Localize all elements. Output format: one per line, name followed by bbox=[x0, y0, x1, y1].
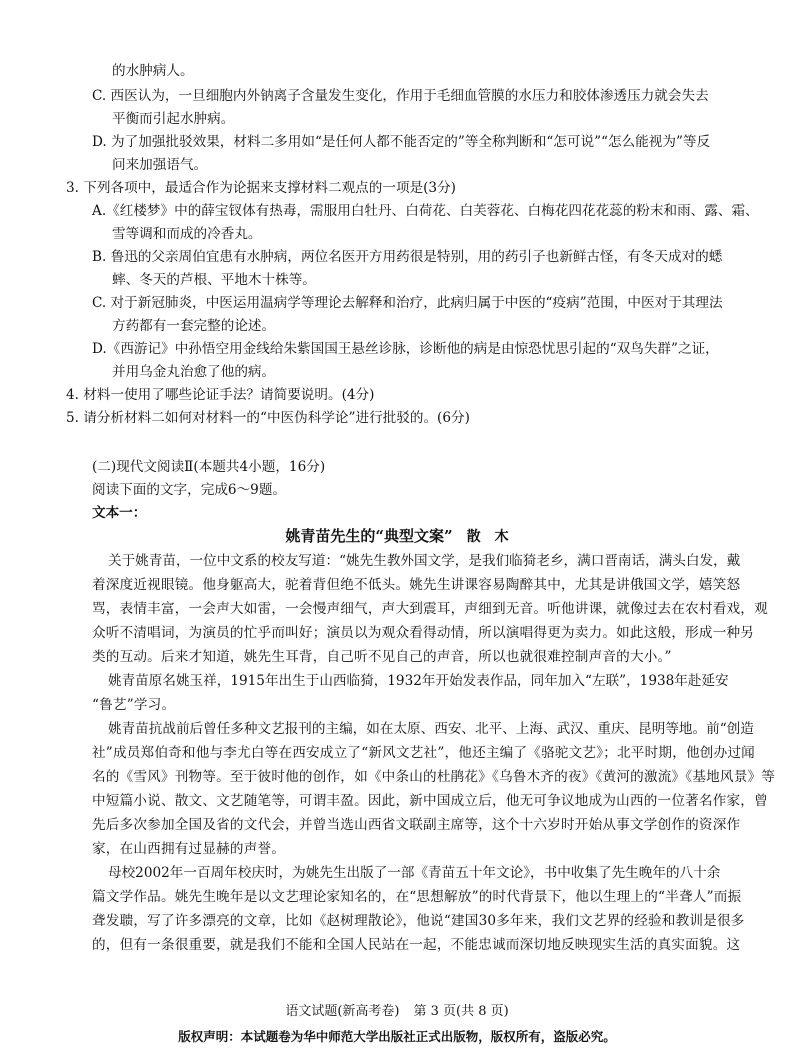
q3-option-c-line1: C. 对于新冠肺炎，中医运用温病学等理论去解释和治疗，此病归属于中医的“疫病”范围，中医对于其理法 bbox=[92, 295, 723, 311]
top-continuation-line: 的水肿病人。 bbox=[112, 63, 194, 79]
q3-option-d-line1: D.《西游记》中孙悟空用金线给朱紫国国王悬丝诊脉，诊断他的病是由惊恐忧思引起的“双鸟失群”之证， bbox=[92, 341, 719, 357]
q3-option-a-line2: 雪等调和而成的冷香丸。 bbox=[112, 226, 262, 242]
article-p4-line4: 的，但有一条很重要，就是我们不能和全国人民站在一起，不能忠诚而深切地反映现实生活的真实面貌。这 bbox=[92, 937, 741, 953]
q3-option-d-line2: 并用乌金丸治愈了他的病。 bbox=[112, 364, 276, 380]
article-p2-line2: “鲁艺”学习。 bbox=[92, 697, 176, 713]
article-p3-line2: 社”成员郑伯奇和他与李尤白等在西安成立了“新风文艺社”，他还主编了《骆驼文艺》；北平时期，他创办过闻 bbox=[92, 745, 755, 761]
article-p3-line5: 先后多次参加全国及省的文代会，并曾当选山西省文联副主席等，这个十六岁时开始从事文学创作的资深作 bbox=[92, 817, 741, 833]
article-p3-line6: 家，在山西拥有过显赫的声誉。 bbox=[92, 841, 286, 857]
section-heading: (二)现代文阅读Ⅱ(本题共4小题，16分) bbox=[92, 459, 326, 475]
text-one-label: 文本一： bbox=[92, 505, 147, 521]
q5-stem: 5. 请分析材料二如何对材料一的“中医伪科学论”进行批驳的。(6分) bbox=[66, 410, 470, 426]
article-title bbox=[0, 526, 794, 547]
article-p3-line3: 名的《雪风》刊物等。至于彼时他的创作，如《中条山的杜鹃花》《乌鲁木齐的夜》《黄河的激流》《基地风景》等 bbox=[92, 769, 776, 785]
article-p4-line1: 母校2002年一百周年校庆时，为姚先生出版了一部《青苗五十年文论》，书中收集了先生晚年的八十余 bbox=[108, 865, 721, 881]
article-author: 散 木 bbox=[466, 529, 509, 545]
q3-stem: 3. 下列各项中，最适合作为论据来支撑材料二观点的一项是(3分) bbox=[66, 180, 456, 196]
q2-option-c-line1: C. 西医认为，一旦细胞内外钠离子含量发生变化，作用于毛细血管膜的水压力和胶体渗透压力就会失去 bbox=[92, 88, 709, 104]
article-title-text: 姚青苗先生的“典型文案” bbox=[285, 527, 453, 545]
q3-option-b-line2: 蟀、冬天的芦根、平地木十株等。 bbox=[112, 272, 316, 288]
article-p1-line1: 关于姚青苗，一位中文系的校友写道：“姚先生教外国文学，是我们临猗老乡，满口晋南话，满头白发，戴 bbox=[108, 553, 741, 569]
article-p1-line4: 众听不清唱词，为演员的忙乎而叫好；演员以为观众看得动情，所以演唱得更为卖力。如此这般，形成一种另 bbox=[92, 625, 755, 641]
page-footer bbox=[0, 1003, 794, 1021]
article-p1-line3: 骂，表情丰富，一会声大如雷，一会慢声细气，声大到震耳，声细到无音。听他讲课，就像过去在农村看戏，观 bbox=[92, 601, 768, 617]
article-p3-line1: 姚青苗抗战前后曾任多种文艺报刊的主编，如在太原、西安、北平、上海、武汉、重庆、昆明等地。前“创造 bbox=[108, 721, 754, 737]
q3-option-c-line2: 方药都有一套完整的论述。 bbox=[112, 318, 276, 334]
q2-option-c-line2: 平衡而引起水肿病。 bbox=[112, 111, 235, 127]
article-p4-line2: 篇文学作品。姚先生晚年是以文艺理论家知名的，在“思想解放”的时代背景下，他以生理上的“半聋人”而振 bbox=[92, 889, 742, 905]
q4-stem: 4. 材料一使用了哪些论证手法？请简要说明。(4分) bbox=[66, 387, 375, 403]
footer-paper-name: 语文试题(新高考卷) bbox=[285, 1004, 400, 1019]
article-p1-line5: 类的互动。后来才知道，姚先生耳背，自己听不见自己的声音，所以也就很难控制声音的大小。” bbox=[92, 649, 672, 665]
q2-option-d-line2: 问来加强语气。 bbox=[112, 157, 208, 173]
footer-page-number: 第 3 页(共 8 页) bbox=[413, 1004, 509, 1019]
article-p4-line3: 聋发聩，写了许多漂亮的文章，比如《赵树理散论》，他说“建国30多年来，我们文艺界的经验和教训是很多 bbox=[92, 913, 745, 929]
article-p2-line1: 姚青苗原名姚玉祥，1915年出生于山西临猗，1932年开始发表作品，同年加入“左联”，1938年赴延安 bbox=[108, 673, 729, 689]
q3-option-b-line1: B. 鲁迅的父亲周伯宜患有水肿病，两位名医开方用药很是特别，用的药引子也新鲜古怪，有冬天成对的蟋 bbox=[92, 249, 723, 265]
section-instruction: 阅读下面的文字，完成6～9题。 bbox=[92, 482, 287, 498]
article-p1-line2: 着深度近视眼镜。他身躯高大，驼着背但绝不低头。姚先生讲课容易陶醉其中，尤其是讲俄国文学，嬉笑怒 bbox=[92, 577, 741, 593]
q3-option-a-line1: A.《红楼梦》中的薛宝钗体有热毒，需服用白牡丹、白荷花、白芙蓉花、白梅花四花花蕊的粉末和雨、露、霜、 bbox=[92, 203, 759, 219]
copyright-notice: 版权声明：本试题卷为华中师范大学出版社正式出版物，版权所有，盗版必究。 bbox=[178, 1029, 616, 1044]
q2-option-d-line1: D. 为了加强批驳效果，材料二多用如“是任何人都不能否定的”等全称判断和“怎可说”“怎么能视为”等反 bbox=[92, 134, 711, 150]
article-p3-line4: 中短篇小说、散文、文艺随笔等，可谓丰盈。因此，新中国成立后，他无可争议地成为山西的一位著名作家，曾 bbox=[92, 793, 768, 809]
